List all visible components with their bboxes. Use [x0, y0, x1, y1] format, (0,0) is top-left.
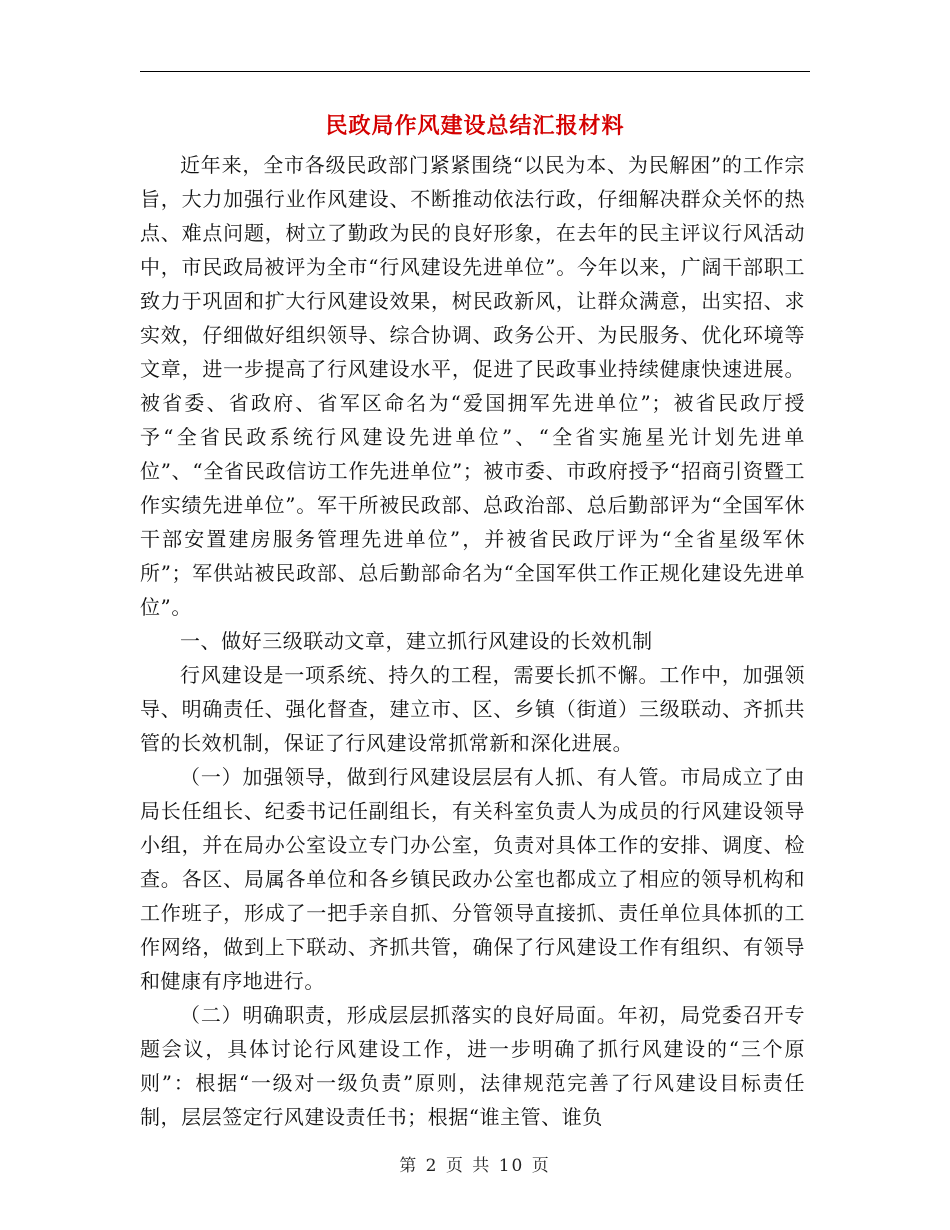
paragraph-section-1: 行风建设是一项系统、持久的工程，需要长抓不懈。工作中，加强领导、明确责任、强化督查，建立市、区、乡镇（街道）三级联动、齐抓共管的长效机制，保证了行风建设常抓常新和深化进展。 [140, 663, 805, 755]
paragraph-intro: 近年来，全市各级民政部门紧紧围绕“以民为本、为民解困”的工作宗旨，大力加强行业作风建设、不断推动依法行政，仔细解决群众关怀的热点、难点问题，树立了勤政为民的良好形象，在去年的民主评议行风活动中，市民政局被评为全市“行风建设先进单位”。今年以来，广阔干部职工致力于巩固和扩大行风建设效果，树民政新风，让群众满意，出实招、求实效，仔细做好组织领导、综合协调、政务公开、为民服务、优化环境等文章，进一步提高了行风建设水平，促进了民政事业持续健康快速进展。被省委、省政府、省军区命名为“爱国拥军先进单位”；被省民政厅授予“全省民政系统行风建设先进单位”、“全省实施星光计划先进单位”、“全省民政信访工作先进单位”；被市委、市政府授予“招商引资暨工作实绩先进单位”。军干所被民政部、总政治部、总后勤部评为“全国军休干部安置建房服务管理先进单位”，并被省民政厅评为“全省星级军休所”；军供站被民政部、总后勤部命名为“全国军供工作正规化建设先进单位”。 [140, 153, 805, 619]
paragraph-subsection-1: （一）加强领导，做到行风建设层层有人抓、有人管。市局成立了由局长任组长、纪委书记任副组长，有关科室负责人为成员的行风建设领导小组，并在局办公室设立专门办公室，负责对具体工作的安排、调度、检查。各区、局属各单位和各乡镇民政办公室也都成立了相应的领导机构和工作班子，形成了一把手亲自抓、分管领导直接抓、责任单位具体抓的工作网络，做到上下联动、齐抓共管，确保了行风建设工作有组织、有领导和健康有序地进行。 [140, 765, 805, 993]
paragraph-subsection-2: （二）明确职责，形成层层抓落实的良好局面。年初，局党委召开专题会议，具体讨论行风建设工作，进一步明确了抓行风建设的“三个原则”：根据“一级对一级负责”原则，法律规范完善了行风建设目标责任制，层层签定行风建设责任书；根据“谁主管、谁负 [140, 1003, 805, 1129]
page-footer [0, 1154, 950, 1178]
document-body [140, 148, 805, 1134]
document-title: 民政局作风建设总结汇报材料 [325, 113, 625, 139]
page-number: 第 2 页 共 10 页 [399, 1156, 551, 1176]
section-heading-1: 一、做好三级联动文章，建立抓行风建设的长效机制 [180, 629, 653, 653]
header-rule [140, 71, 810, 72]
